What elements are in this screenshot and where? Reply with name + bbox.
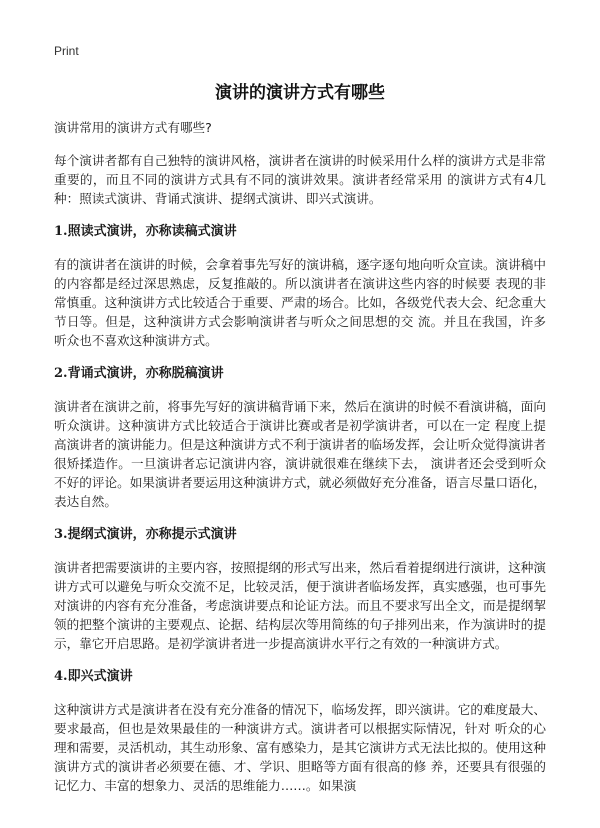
section-1	[54, 222, 546, 350]
section-body: 这种演讲方式是演讲者在没有充分准备的情况下，临场发挥，即兴演讲。它的难度最大、要求最高，但也是效果最佳的一种演讲方式。演讲者可以根据实际情况，针对 听众的心理和需要，灵活机动，其生动形象、富有感染力，是其它演讲方式无法比拟的。使用这种演讲方式的演讲者必须要在德、才、学识、胆略等方面有很高的修 养，还要具有很强的记忆力、丰富的想象力、灵活的思维能力……。如果演	[54, 702, 546, 793]
section-heading: 4.即兴式演讲	[54, 669, 133, 684]
section-body: 演讲者把需要演讲的主要内容，按照提纲的形式写出来，然后看着提纲进行演讲，这种演讲方式可以避免与听众交流不足，比较灵活，便于演讲者临场发挥，真实感强，也可事先对演讲的内容有充分准备，考虑演讲要点和论证方法。而且不要求写出全文，而是提纲挈领的把整个演讲的主要观点、论据、结构层次等用简练的句子排列出来，作为演讲时的提示，靠它开启思路。是初学演讲者进一步提高演讲水平行之有效的一种演讲方式。	[54, 560, 546, 651]
print-link[interactable]: Print	[54, 44, 79, 58]
section-body: 有的演讲者在演讲的时候，会拿着事先写好的演讲稿，逐字逐句地向听众宣读。演讲稿中的内容都是经过深思熟虑，反复推敲的。所以演讲者在演讲这些内容的时候要 表现的非常慎重。这种演讲方式比较适合于重要、严肃的场合。比如，各级党代表大会、纪念重大节日等。但是，这种演讲方式会影响演讲者与听众之间思想的交 流。并且在我国，许多听众也不喜欢这种演讲方式。	[54, 257, 546, 348]
page-title: 演讲的演讲方式有哪些	[215, 83, 385, 103]
section-heading: 1.照读式演讲，亦称读稿式演讲	[54, 224, 237, 239]
section-heading: 3.提纲式演讲，亦称提示式演讲	[54, 527, 237, 542]
section-heading: 2.背诵式演讲，亦称脱稿演讲	[54, 366, 224, 381]
intro-paragraph: 每个演讲者都有自己独特的演讲风格，演讲者在演讲的时候采用什么样的演讲方式是非常重要的，而且不同的演讲方式具有不同的演讲效果。演讲者经常采用 的演讲方式有4几种：照读式演讲、背诵式演讲、提纲式演讲、即兴式演讲。	[54, 153, 546, 206]
section-body: 演讲者在演讲之前，将事先写好的演讲稿背诵下来，然后在演讲的时候不看演讲稿，面向听众演讲。这种演讲方式比较适合于演讲比赛或者是初学演讲者，可以在一定 程度上提高演讲者的演讲能力。但是这种演讲方式不利于演讲者的临场发挥，会让听众觉得演讲者很矫揉造作。一旦演讲者忘记演讲内容，演讲就很难在继续下去， 演讲者还会受到听众不好的评论。如果演讲者要运用这种演讲方式，就必须做好充分准备，语言尽量口语化，表达自然。	[54, 399, 546, 509]
article-body	[54, 118, 546, 809]
section-2	[54, 364, 546, 511]
intro-question: 演讲常用的演讲方式有哪些?	[54, 120, 212, 135]
section-4	[54, 667, 546, 795]
section-3	[54, 525, 546, 653]
